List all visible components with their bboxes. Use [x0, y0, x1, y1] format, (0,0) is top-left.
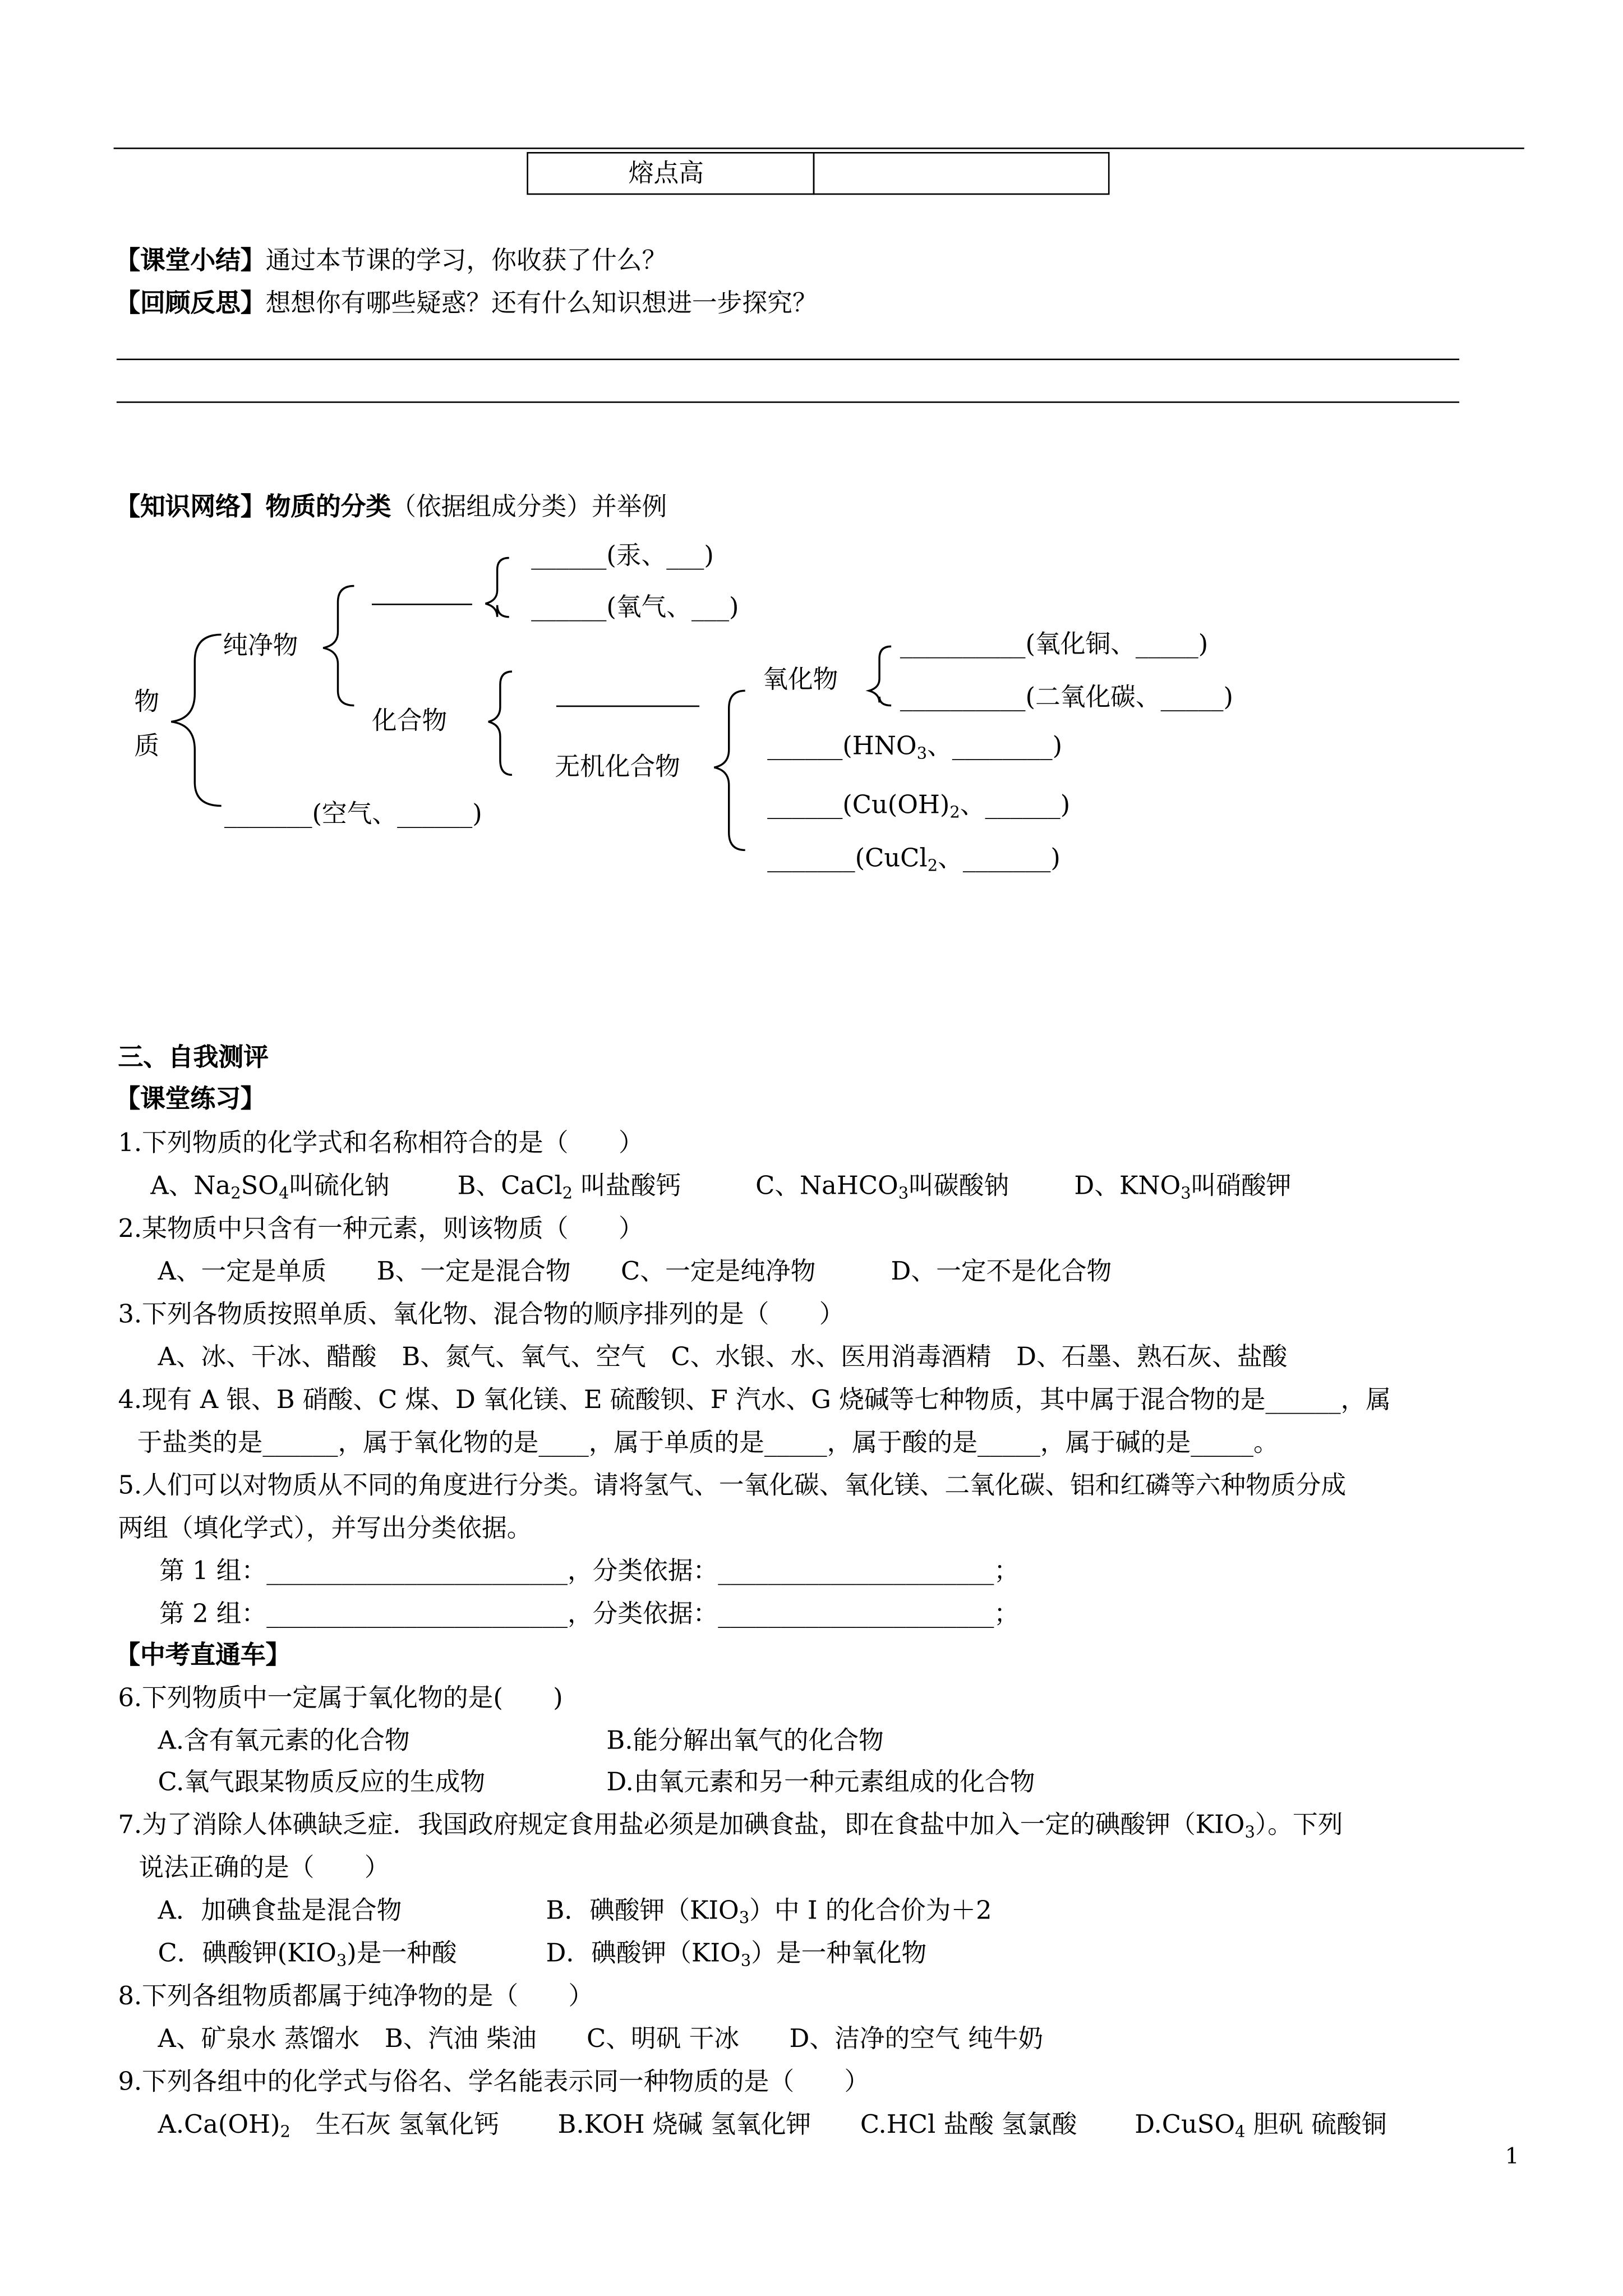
q7-line1-sub: 3 — [1244, 1823, 1255, 1842]
summary-text: 通过本节课的学习，你收获了什么？ — [265, 246, 667, 276]
q7-line-2: 说法正确的是（ ） — [139, 1853, 390, 1884]
q7-d-post: ）是一种氧化物 — [751, 1939, 927, 1969]
acid-post: 、________) — [927, 731, 1063, 762]
salt-item — [767, 843, 1061, 875]
q6-stem: 6.下列物质中一定属于氧化物的是( ) — [118, 1683, 563, 1714]
compound-label: 化合物 — [372, 707, 448, 737]
table-cell-value — [813, 152, 1110, 195]
q7-b-post: ）中 I 的化合价为＋2 — [749, 1896, 992, 1926]
q4-line-1: 4.现有 A 银、B 硝酸、C 煤、D 氧化镁、E 硫酸钡、F 汽水、G 烧碱等七种物质，其中属于混合物的是______，属 — [118, 1386, 1391, 1416]
reflection-line — [115, 288, 817, 320]
simple-brace — [486, 558, 509, 617]
practice-title: 【课堂练习】 — [115, 1084, 266, 1115]
q6-option-c: C.氧气跟某物质反应的生成物 — [158, 1768, 486, 1798]
q1-a-post: 叫硫化钠 — [289, 1172, 390, 1202]
pure-brace — [323, 586, 354, 706]
reflection-text: 想想你有哪些疑惑？还有什么知识想进一步探究？ — [265, 289, 818, 319]
root-char-1: 物 — [134, 688, 160, 717]
q8-stem: 8.下列各组物质都属于纯净物的是（ ） — [118, 1982, 594, 2012]
q5-group-2: 第 2 组：________________________，分类依据：______________________； — [159, 1600, 1020, 1630]
compound-brace — [488, 671, 512, 775]
summary-line — [115, 245, 667, 278]
q7-b-sub: 3 — [739, 1908, 750, 1928]
q9-d-pre: D.CuSO — [1135, 2110, 1235, 2140]
q1-d-pre: D、KNO — [1074, 1172, 1181, 1202]
mixture-item: _______(空气、______) — [224, 800, 482, 830]
network-title-bold: 物质的分类 — [265, 493, 391, 523]
q9-a-sub: 2 — [280, 2122, 291, 2142]
simple-1: ______(汞、___) — [531, 541, 714, 572]
q7-option-a: A．加碘食盐是混合物 — [158, 1896, 402, 1926]
answer-line-1 — [117, 358, 1459, 360]
q9-d-post: 胆矾 硫酸铜 — [1245, 2110, 1387, 2140]
summary-title: 【课堂小结】 — [115, 246, 266, 276]
q4-line-2: 于盐类的是______，属于氧化物的是____，属于单质的是_____，属于酸的是_____，属于碱的是_____。 — [137, 1428, 1279, 1458]
q6-option-b: B.能分解出氧气的化合物 — [606, 1727, 884, 1756]
q7-b-pre: B．碘酸钾（KIO — [546, 1896, 739, 1926]
q1-a-sub1: 2 — [230, 1184, 241, 1203]
q1-c-sub: 3 — [898, 1184, 909, 1203]
salt-pre: _______(CuCl — [767, 844, 928, 874]
q6-option-d: D.由氧元素和另一种元素组成的化合物 — [606, 1768, 1035, 1798]
q1-a-mid: SO — [241, 1172, 279, 1202]
acid-pre: ______(HNO — [767, 731, 917, 762]
q5-line-1: 5.人们可以对物质从不同的角度进行分类。请将氢气、一氧化碳、氧化镁、二氧化碳、铝和红磷等六种物质分成 — [118, 1471, 1347, 1501]
base-sub: 2 — [949, 803, 960, 822]
q7-d-pre: D．碘酸钾（KIO — [546, 1939, 741, 1969]
q5-group-1: 第 1 组：________________________，分类依据：______________________； — [159, 1557, 1020, 1587]
q7-option-b — [546, 1895, 992, 1927]
q1-option-c — [755, 1170, 1009, 1203]
oxide-2: __________(二氧化碳、_____) — [900, 683, 1233, 713]
q7-option-c — [158, 1938, 457, 1971]
q1-a-sub2: 4 — [278, 1184, 289, 1203]
q3-stem: 3.下列各物质按照单质、氧化物、混合物的顺序排列的是（ ） — [118, 1300, 845, 1330]
q1-d-sub: 3 — [1181, 1184, 1191, 1203]
q9-a-pre: A.Ca(OH) — [158, 2110, 280, 2140]
salt-post: 、_______) — [938, 844, 1061, 874]
oxide-1: __________(氧化铜、_____) — [900, 630, 1209, 660]
root-brace — [171, 634, 221, 806]
q3-options: A、冰、干冰、醋酸 B、氮气、氧气、空气 C、水银、水、医用消毒酒精 D、石墨、熟石灰、盐酸 — [158, 1343, 1288, 1373]
q5-line-2: 两组（填化学式），并写出分类依据。 — [118, 1514, 532, 1544]
oxide-brace — [869, 646, 891, 705]
simple-2: ______(氧气、___) — [531, 593, 739, 623]
base-item — [767, 790, 1070, 822]
q2-options: A、一定是单质 B、一定是混合物 C、一定是纯净物 D、一定不是化合物 — [158, 1257, 1112, 1287]
q7-line1-post: ）。下列 — [1255, 1811, 1343, 1841]
root-char-2: 质 — [134, 731, 160, 762]
salt-sub: 2 — [927, 855, 938, 876]
reflection-title: 【回顾反思】 — [115, 289, 266, 319]
simple-substance-blank — [372, 604, 472, 605]
base-post: 、______) — [960, 791, 1071, 821]
q1-d-post: 叫硝酸钾 — [1191, 1172, 1292, 1202]
q7-line-1 — [118, 1810, 1343, 1842]
q7-c-post: )是一种酸 — [347, 1939, 457, 1969]
table-cell-label — [527, 152, 814, 195]
q9-option-c: C.HCl 盐酸 氢氯酸 — [860, 2110, 1077, 2140]
section3-title: 三、自我测评 — [118, 1043, 269, 1073]
acid-sub: 3 — [916, 744, 928, 763]
table-row-label: 熔点高 — [628, 159, 704, 189]
q1-b-pre: B、CaCl — [457, 1172, 562, 1202]
q7-c-sub: 3 — [336, 1951, 347, 1971]
q1-option-a — [150, 1170, 389, 1203]
network-title-rest: （依据组成分类）并举例 — [391, 493, 667, 523]
base-pre: ______(Cu(OH) — [767, 791, 950, 821]
q6-option-a: A.含有氧元素的化合物 — [158, 1727, 410, 1756]
q1-a-pre: A、Na — [150, 1172, 231, 1202]
network-title — [115, 491, 667, 524]
page-number: 1 — [1505, 2143, 1519, 2170]
network-title-bracket: 【知识网络】 — [115, 493, 266, 523]
inorganic-brace — [714, 691, 745, 850]
q9-a-post: 生石灰 氢氧化钙 — [290, 2110, 499, 2140]
exam-title: 【中考直通车】 — [115, 1641, 291, 1671]
pure-substance-label: 纯净物 — [223, 632, 298, 661]
q9-option-a — [158, 2109, 499, 2142]
acid-item — [767, 730, 1062, 763]
answer-line-2 — [117, 402, 1459, 403]
q8-options: A、矿泉水 蒸馏水 B、汽油 柴油 C、明矾 干冰 D、洁净的空气 纯牛奶 — [158, 2024, 1044, 2055]
q9-stem: 9.下列各组中的化学式与俗名、学名能表示同一种物质的是（ ） — [118, 2068, 870, 2097]
q9-option-d — [1135, 2109, 1386, 2142]
oxide-label: 氧化物 — [763, 665, 838, 696]
q7-d-sub: 3 — [740, 1951, 751, 1971]
q2-stem: 2.某物质中只含有一种元素，则该物质（ ） — [118, 1214, 644, 1244]
inorganic-label: 无机化合物 — [555, 752, 680, 783]
q1-c-post: 叫碳酸钠 — [909, 1172, 1009, 1202]
q7-option-d — [546, 1938, 926, 1971]
q1-option-d — [1074, 1170, 1291, 1203]
q1-b-post: 叫盐酸钙 — [573, 1172, 681, 1202]
q1-option-b — [458, 1170, 681, 1203]
q1-c-pre: C、NaHCO — [755, 1172, 898, 1202]
q7-c-pre: C．碘酸钾(KIO — [158, 1939, 336, 1969]
q1-stem: 1.下列物质的化学式和名称相符合的是（ ） — [118, 1129, 644, 1159]
q9-option-b: B.KOH 烧碱 氢氧化钾 — [557, 2110, 811, 2140]
q7-line1-pre: 7.为了消除人体碘缺乏症．我国政府规定食用盐必须是加碘食盐，即在食盐中加入一定的碘酸钾（KIO — [118, 1811, 1245, 1841]
q9-d-sub: 4 — [1235, 2122, 1246, 2142]
header-rule — [114, 148, 1524, 149]
organic-blank — [556, 706, 699, 707]
q1-b-sub: 2 — [562, 1184, 573, 1203]
